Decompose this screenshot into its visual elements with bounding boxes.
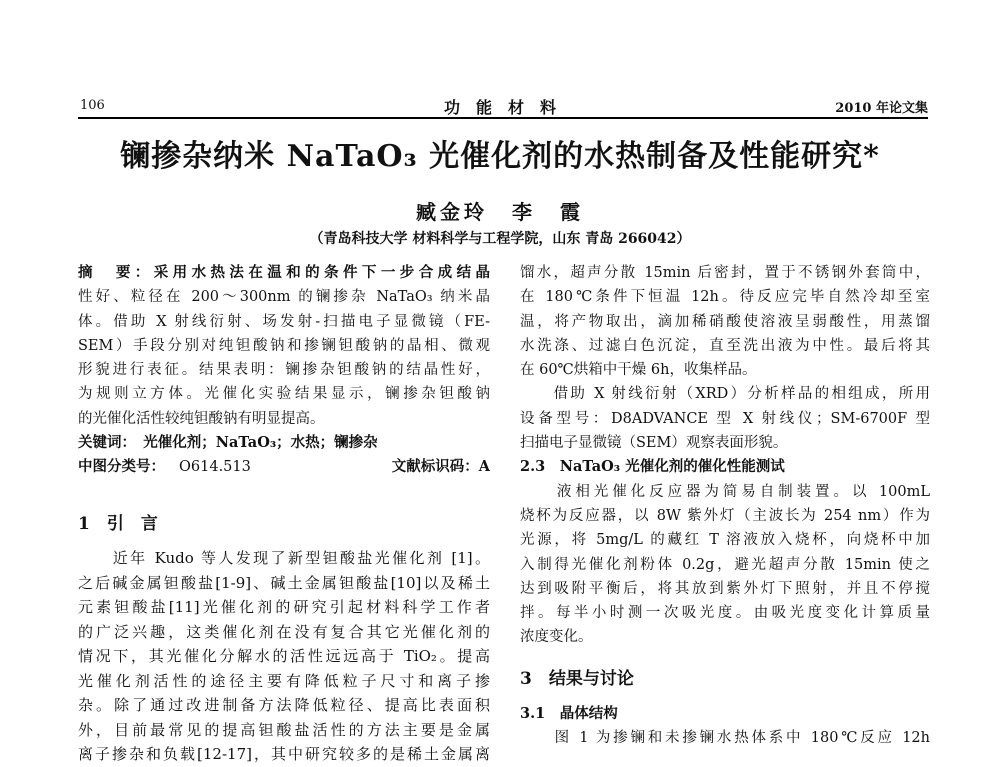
journal-name: 功 能 材 料 [443,98,556,117]
abstract-line: 的光催化活性较纯钽酸钠有明显提高。 [78,410,325,427]
body-line: 水洗涤、过滤白色沉淀，直至洗出液为中性。最后将其 [520,337,930,354]
body-line: 在 180℃条件下恒温 12h。待反应完毕自然冷却至室 [520,289,930,306]
subsection-heading-2-3: 2.3 NaTaO₃ 光催化剂的催化性能测试 [520,458,785,476]
body-line: 借助 X 射线衍射（XRD）分析样品的相组成，所用 [520,386,930,403]
paper-title: 镧掺杂纳米 NaTaO₃ 光催化剂的水热制备及性能研究* [120,139,880,174]
abstract-line: 性好、粒径在 200～300nm 的镧掺杂 NaTaO₃ 纳米晶 [78,289,490,306]
header-rule [78,117,928,119]
classification-value: O614.513 [179,459,251,476]
classification-row [78,455,490,479]
abstract [78,261,490,480]
body-line: 近年 Kudo 等人发现了新型钽酸盐光催化剂 [1]。 [78,549,490,567]
body-line: 图 1 为掺镧和未掺镧水热体系中 180℃反应 12h [520,730,930,747]
page-number: 106 [80,98,105,113]
document-code: 文献标识码：A [391,458,490,476]
classification-label: 中图分类号： [78,458,165,476]
body-line: 光源，将 5mg/L 的藏红 T 溶液放入烧杯，向烧杯中加 [520,532,930,549]
body-line: 之后碱金属钽酸盐[1-9]、碱土金属钽酸盐[10]以及稀土 [78,573,490,592]
body-line: 拌。每半小时测一次吸光度。由吸光度变化计算质量 [520,605,930,622]
section-heading-introduction: 1 引 言 [78,514,158,534]
introduction-body [78,546,490,767]
body-line: 设备型号：D8ADVANCE 型 X 射线仪；SM-6700F 型 [520,410,930,427]
abstract-line: 体。借助 X 射线衍射、场发射-扫描电子显微镜（FE- [78,313,490,330]
body-line: 外，目前最常见的提高钽酸盐活性的方法主要是金属 [78,720,490,739]
abstract-line: 形貌进行表征。结果表明：镧掺杂钽酸钠的结晶性好， [78,362,490,379]
issue-label: 2010 年论文集 [835,101,928,116]
body-line: 光催化剂活性的途径主要有降低粒子尺寸和离子掺 [78,671,490,690]
abstract-line: 为规则立方体。光催化实验结果显示，镧掺杂钽酸钠 [78,386,490,403]
body-line: 烧杯为反应器，以 8W 紫外灯（主波长为 254 nm）作为 [520,507,930,524]
body-line: 在 60℃烘箱中干燥 6h，收集样品。 [520,362,757,379]
body-line: 馏水，超声分散 15min 后密封，置于不锈钢外套筒中， [520,265,930,281]
body-line: 的广泛兴趣，这类催化剂在没有复合其它光催化剂的 [78,622,490,641]
keywords: 关键词： 光催化剂；NaTaO₃；水热；镧掺杂 [78,434,378,452]
right-column [520,261,930,750]
body-line: 离子掺杂和负载[12-17]，其中研究较多的是稀土金属离 [78,745,490,763]
subsection-heading-3-1: 3.1 晶体结构 [520,704,618,722]
body-line: 杂。除了通过改进制备方法降低粒径、提高比表面积 [78,696,490,714]
affiliation: （青岛科技大学 材料科学与工程学院，山东 青岛 266042） [309,231,691,247]
body-line: 元素钽酸盐[11]光催化剂的研究引起材料科学工作者 [78,598,490,616]
section-heading-results: 3 结果与讨论 [520,668,634,689]
abstract-line: 摘 要：采用水热法在温和的条件下一步合成结晶 [78,264,490,281]
body-line: 情况下，其光催化分解水的活性远远高于 TiO₂。提高 [78,647,490,665]
authors: 臧金玲 李 霞 [416,200,584,224]
body-line: 扫描电子显微镜（SEM）观察表面形貌。 [520,435,788,452]
body-line: 温，将产物取出，滴加稀硝酸使溶液呈弱酸性，用蒸馏 [520,313,930,330]
abstract-line: SEM）手段分别对纯钽酸钠和掺镧钽酸钠的晶相、微观 [78,337,490,354]
body-line: 入制得光催化剂粉体 0.2g，避光超声分散 15min 使之 [520,556,930,573]
body-line: 达到吸附平衡后，将其放到紫外灯下照射，并且不停搅 [520,580,930,597]
body-line: 浓度变化。 [520,629,593,646]
body-line: 液相光催化反应器为简易自制装置。以 100mL [520,483,930,500]
